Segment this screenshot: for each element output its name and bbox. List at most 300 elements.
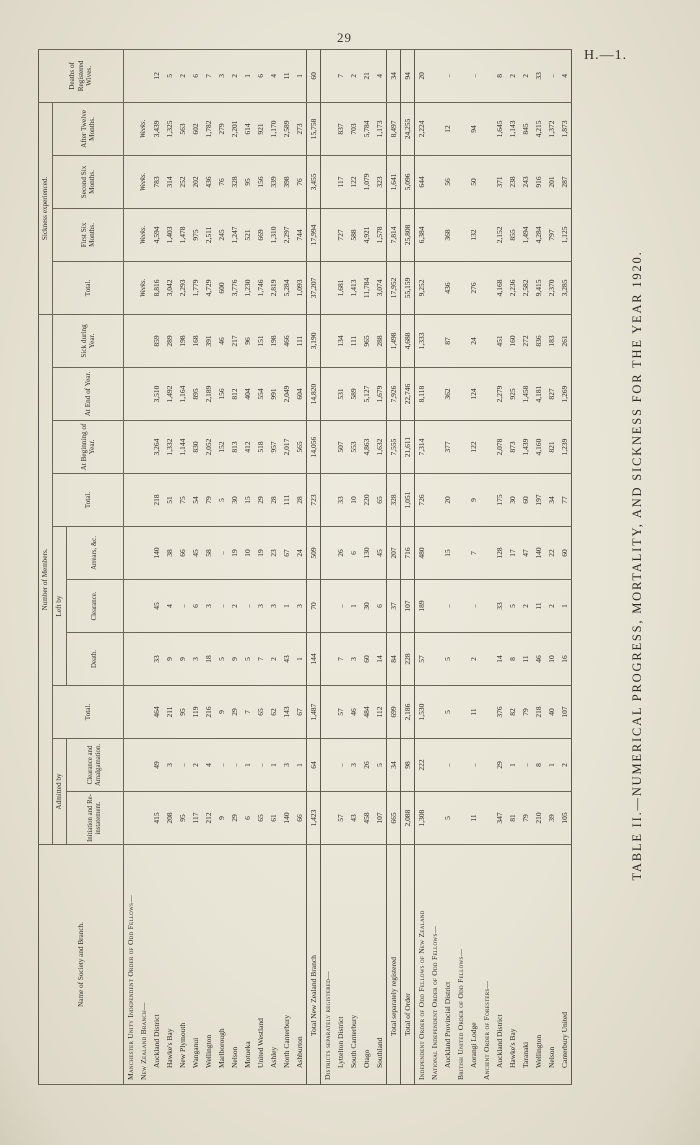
value-cell: 95 xyxy=(241,155,254,208)
value-cell: Weeks. xyxy=(137,208,150,261)
value-cell: 451 xyxy=(493,314,506,367)
value-cell: 5 xyxy=(373,739,387,792)
value-cell: 1,333 xyxy=(415,314,429,367)
value-cell: 273 xyxy=(293,102,307,155)
value-cell: 189 xyxy=(415,580,429,633)
value-cell: 821 xyxy=(545,421,558,474)
value-cell xyxy=(137,527,150,580)
value-cell: 1,230 xyxy=(241,261,254,314)
value-cell: 1,413 xyxy=(347,261,360,314)
value-cell: 723 xyxy=(307,474,321,527)
value-cell: 1 xyxy=(293,49,307,102)
value-cell: 197 xyxy=(532,474,545,527)
value-cell: 5,284 xyxy=(280,261,293,314)
value-cell: 202 xyxy=(189,155,202,208)
value-cell xyxy=(124,580,138,633)
value-cell: 371 xyxy=(493,155,506,208)
value-cell: 20 xyxy=(441,474,454,527)
value-cell: 211 xyxy=(163,686,176,739)
value-cell: 14,820 xyxy=(307,368,321,421)
value-cell xyxy=(137,474,150,527)
value-cell: 6 xyxy=(189,580,202,633)
value-cell: 112 xyxy=(373,686,387,739)
society-name: Independent Order of Odd Fellows of New Zealand xyxy=(415,845,429,1085)
table-row xyxy=(293,49,307,1084)
value-cell xyxy=(321,580,335,633)
value-cell: 95 xyxy=(176,686,189,739)
value-cell xyxy=(137,368,150,421)
value-cell: 3,285 xyxy=(558,261,572,314)
value-cell: 3 xyxy=(293,580,307,633)
value-cell: .. xyxy=(334,739,347,792)
value-cell xyxy=(454,368,467,421)
value-cell: 466 xyxy=(280,314,293,367)
value-cell: .. xyxy=(441,739,454,792)
value-cell xyxy=(428,527,441,580)
value-cell: 84 xyxy=(387,633,401,686)
value-cell: 14 xyxy=(373,633,387,686)
value-cell: 76 xyxy=(293,155,307,208)
value-cell: 1,144 xyxy=(176,421,189,474)
value-cell: 726 xyxy=(415,474,429,527)
society-name: Ashley xyxy=(267,845,280,1085)
header-total-weeks: Total. xyxy=(53,261,124,314)
value-cell: 744 xyxy=(293,208,307,261)
value-cell: 2 xyxy=(519,580,532,633)
value-cell xyxy=(454,792,467,845)
value-cell: 4,168 xyxy=(493,261,506,314)
header-after-twelve-months: After Twelve Months. xyxy=(53,102,124,155)
value-cell: 94 xyxy=(467,102,480,155)
value-cell: 1,645 xyxy=(493,102,506,155)
value-cell xyxy=(480,739,493,792)
value-cell: 30 xyxy=(506,474,519,527)
value-cell: 464 xyxy=(150,686,163,739)
value-cell: 415 xyxy=(150,792,163,845)
header-name-of-society: Name of Society and Branch. xyxy=(39,845,124,1085)
value-cell xyxy=(137,633,150,686)
value-cell: 11,784 xyxy=(360,261,373,314)
value-cell: 43 xyxy=(280,633,293,686)
value-cell: 812 xyxy=(228,368,241,421)
value-cell: 5,127 xyxy=(360,368,373,421)
value-cell: 2 xyxy=(189,739,202,792)
value-cell: 11 xyxy=(532,580,545,633)
value-cell: 128 xyxy=(493,527,506,580)
value-cell xyxy=(321,739,335,792)
value-cell: 1 xyxy=(506,739,519,792)
value-cell: .. xyxy=(176,580,189,633)
value-cell: 14,056 xyxy=(307,421,321,474)
value-cell: 77 xyxy=(558,474,572,527)
value-cell: .. xyxy=(228,739,241,792)
value-cell: 509 xyxy=(307,527,321,580)
value-cell: .. xyxy=(215,527,228,580)
header-deaths-of-registered-wives: Deaths of Registered Wives. xyxy=(39,49,124,102)
value-cell: 1 xyxy=(558,580,572,633)
value-cell: 21,611 xyxy=(401,421,415,474)
table-row xyxy=(519,49,532,1084)
value-cell xyxy=(321,49,335,102)
value-cell: 9 xyxy=(215,792,228,845)
value-cell xyxy=(480,261,493,314)
society-name: Lyttelton District xyxy=(334,845,347,1085)
value-cell: 957 xyxy=(267,421,280,474)
value-cell: 29 xyxy=(228,792,241,845)
society-name: Auckland District xyxy=(493,845,506,1085)
value-cell: 2,819 xyxy=(267,261,280,314)
value-cell: .. xyxy=(467,580,480,633)
header-arrears: Arrears, &c. xyxy=(67,527,124,580)
value-cell: 1,632 xyxy=(373,421,387,474)
table-row xyxy=(241,49,254,1084)
table-row xyxy=(176,49,189,1084)
value-cell: 2 xyxy=(267,633,280,686)
value-cell: 5 xyxy=(441,686,454,739)
table-row xyxy=(545,49,558,1084)
value-cell xyxy=(124,421,138,474)
value-cell: 1,641 xyxy=(387,155,401,208)
value-cell: 168 xyxy=(189,314,202,367)
value-cell: 156 xyxy=(254,155,267,208)
value-cell: 107 xyxy=(558,686,572,739)
value-cell: 5,096 xyxy=(401,155,415,208)
value-cell xyxy=(321,261,335,314)
value-cell: 1,578 xyxy=(373,208,387,261)
value-cell: Weeks. xyxy=(137,102,150,155)
value-cell: 198 xyxy=(267,314,280,367)
table-row xyxy=(401,49,415,1084)
value-cell: 30 xyxy=(360,580,373,633)
value-cell: 46 xyxy=(532,633,545,686)
value-cell: 70 xyxy=(307,580,321,633)
value-cell: 15 xyxy=(241,474,254,527)
value-cell: 50 xyxy=(467,155,480,208)
value-cell: 1,164 xyxy=(176,368,189,421)
header-death: Death. xyxy=(67,633,124,686)
header-number-of-members: Number of Members. xyxy=(39,314,53,844)
value-cell: 1 xyxy=(241,739,254,792)
value-cell xyxy=(480,527,493,580)
value-cell: .. xyxy=(545,49,558,102)
value-cell: 1,681 xyxy=(334,261,347,314)
value-cell: 554 xyxy=(254,368,267,421)
value-cell: 7,926 xyxy=(387,368,401,421)
value-cell: 45 xyxy=(373,527,387,580)
table-row xyxy=(467,49,480,1084)
society-name: Districts separately registered— xyxy=(321,845,335,1085)
value-cell xyxy=(321,155,335,208)
value-cell: 412 xyxy=(241,421,254,474)
society-name: Nelson xyxy=(545,845,558,1085)
value-cell: 8,497 xyxy=(387,102,401,155)
society-name: North Canterbury xyxy=(280,845,293,1085)
value-cell: 2,582 xyxy=(519,261,532,314)
value-cell: 82 xyxy=(506,686,519,739)
value-cell: 531 xyxy=(334,368,347,421)
value-cell: 47 xyxy=(519,527,532,580)
society-name: Total New Zealand Branch xyxy=(307,845,321,1085)
value-cell: 2 xyxy=(506,49,519,102)
value-cell: 217 xyxy=(228,314,241,367)
value-cell: 2,017 xyxy=(280,421,293,474)
value-cell: 2,201 xyxy=(228,102,241,155)
value-cell: 589 xyxy=(347,368,360,421)
society-name: British United Order of Odd Fellows— xyxy=(454,845,467,1085)
value-cell: 836 xyxy=(532,314,545,367)
value-cell: 143 xyxy=(280,686,293,739)
value-cell: 43 xyxy=(347,792,360,845)
value-cell xyxy=(124,474,138,527)
value-cell: 272 xyxy=(519,314,532,367)
value-cell: 1,170 xyxy=(267,102,280,155)
society-name: Marlborough xyxy=(215,845,228,1085)
value-cell: 5 xyxy=(441,792,454,845)
value-cell: 480 xyxy=(415,527,429,580)
value-cell: 1,239 xyxy=(558,421,572,474)
friendly-societies-statistics-table xyxy=(38,49,572,1085)
value-cell: 2 xyxy=(545,580,558,633)
value-cell: 7 xyxy=(202,49,215,102)
value-cell xyxy=(454,208,467,261)
value-cell: 368 xyxy=(441,208,454,261)
value-cell: 376 xyxy=(493,686,506,739)
value-cell: 140 xyxy=(280,792,293,845)
value-cell: 1,372 xyxy=(545,102,558,155)
table-row xyxy=(334,49,347,1084)
value-cell: 5 xyxy=(441,633,454,686)
value-cell: 34 xyxy=(545,474,558,527)
value-cell: 17 xyxy=(506,527,519,580)
value-cell: 859 xyxy=(150,314,163,367)
header-second-six-months: Second Six Months. xyxy=(53,155,124,208)
society-name: Motueka xyxy=(241,845,254,1085)
value-cell: 11 xyxy=(519,633,532,686)
value-cell xyxy=(124,208,138,261)
value-cell: 837 xyxy=(334,102,347,155)
value-cell xyxy=(480,421,493,474)
value-cell: 245 xyxy=(215,208,228,261)
value-cell: 279 xyxy=(215,102,228,155)
value-cell: 65 xyxy=(254,792,267,845)
value-cell: 3 xyxy=(267,580,280,633)
value-cell: 588 xyxy=(347,208,360,261)
value-cell: 9 xyxy=(228,633,241,686)
value-cell: 3,455 xyxy=(307,155,321,208)
value-cell: 238 xyxy=(506,155,519,208)
value-cell xyxy=(480,102,493,155)
value-cell: 198 xyxy=(176,314,189,367)
value-cell: 2 xyxy=(558,739,572,792)
value-cell: 10 xyxy=(347,474,360,527)
value-cell: 845 xyxy=(519,102,532,155)
value-cell: 2,279 xyxy=(493,368,506,421)
value-cell: 289 xyxy=(163,314,176,367)
value-cell: 328 xyxy=(387,474,401,527)
value-cell: 60 xyxy=(519,474,532,527)
value-cell xyxy=(454,580,467,633)
value-cell: 563 xyxy=(176,102,189,155)
value-cell: 2 xyxy=(228,580,241,633)
value-cell xyxy=(124,686,138,739)
value-cell: 2,088 xyxy=(401,792,415,845)
table-row xyxy=(373,49,387,1084)
value-cell xyxy=(454,633,467,686)
value-cell: 175 xyxy=(493,474,506,527)
value-cell: 3 xyxy=(215,49,228,102)
value-cell: .. xyxy=(334,580,347,633)
value-cell xyxy=(480,792,493,845)
value-cell: 79 xyxy=(202,474,215,527)
value-cell: 160 xyxy=(506,314,519,367)
value-cell: 916 xyxy=(532,155,545,208)
value-cell: 1 xyxy=(241,49,254,102)
value-cell: 7,314 xyxy=(415,421,429,474)
value-cell: 614 xyxy=(241,102,254,155)
value-cell: 1,782 xyxy=(202,102,215,155)
value-cell: 111 xyxy=(280,474,293,527)
value-cell: 132 xyxy=(467,208,480,261)
value-cell: 4,688 xyxy=(401,314,415,367)
value-cell: 3 xyxy=(189,633,202,686)
value-cell xyxy=(480,314,493,367)
value-cell: 314 xyxy=(163,155,176,208)
value-cell: 81 xyxy=(506,792,519,845)
value-cell: 9,415 xyxy=(532,261,545,314)
value-cell: 553 xyxy=(347,421,360,474)
table-row xyxy=(506,49,519,1084)
value-cell: .. xyxy=(176,739,189,792)
value-cell: 3 xyxy=(347,739,360,792)
value-cell: 6 xyxy=(347,527,360,580)
value-cell: 1,173 xyxy=(373,102,387,155)
value-cell: 276 xyxy=(467,261,480,314)
value-cell: 54 xyxy=(189,474,202,527)
value-cell: 60 xyxy=(558,527,572,580)
value-cell xyxy=(321,314,335,367)
value-cell: 26 xyxy=(334,527,347,580)
value-cell: 4,215 xyxy=(532,102,545,155)
value-cell: 111 xyxy=(293,314,307,367)
value-cell: 2,189 xyxy=(202,368,215,421)
value-cell xyxy=(480,474,493,527)
value-cell: 2 xyxy=(467,633,480,686)
value-cell: 122 xyxy=(347,155,360,208)
value-cell: 33 xyxy=(493,580,506,633)
value-cell: 7 xyxy=(334,633,347,686)
table-row xyxy=(480,49,493,1084)
value-cell: 23 xyxy=(267,527,280,580)
value-cell: 61 xyxy=(267,792,280,845)
table-row xyxy=(360,49,373,1084)
value-cell xyxy=(454,739,467,792)
value-cell xyxy=(137,580,150,633)
value-cell: 79 xyxy=(519,686,532,739)
value-cell xyxy=(321,633,335,686)
value-cell: 45 xyxy=(150,580,163,633)
value-cell xyxy=(137,792,150,845)
value-cell: 2,370 xyxy=(545,261,558,314)
value-cell: 602 xyxy=(189,102,202,155)
value-cell: 1,125 xyxy=(558,208,572,261)
value-cell: 140 xyxy=(532,527,545,580)
society-name: Southland xyxy=(373,845,387,1085)
value-cell xyxy=(480,686,493,739)
table-row xyxy=(163,49,176,1084)
value-cell: 377 xyxy=(441,421,454,474)
value-cell: 107 xyxy=(373,792,387,845)
value-cell: 518 xyxy=(254,421,267,474)
value-cell: 9,252 xyxy=(415,261,429,314)
value-cell: 4 xyxy=(202,739,215,792)
table-row xyxy=(150,49,163,1084)
header-sickness-experienced: Sickness experienced. xyxy=(39,102,53,314)
value-cell xyxy=(428,739,441,792)
value-cell: Weeks. xyxy=(137,155,150,208)
value-cell: 24 xyxy=(293,527,307,580)
value-cell: 9 xyxy=(176,633,189,686)
value-cell: 1 xyxy=(280,580,293,633)
value-cell: 130 xyxy=(360,527,373,580)
value-cell: 1,494 xyxy=(519,208,532,261)
value-cell: 28 xyxy=(293,474,307,527)
value-cell xyxy=(454,527,467,580)
table-row xyxy=(387,49,401,1084)
header-at-end-of-year: At End of Year. xyxy=(53,368,124,421)
value-cell: 1,498 xyxy=(387,314,401,367)
value-cell: 1,779 xyxy=(189,261,202,314)
value-cell xyxy=(137,49,150,102)
table-row xyxy=(441,49,454,1084)
value-cell: 797 xyxy=(545,208,558,261)
value-cell: 716 xyxy=(401,527,415,580)
value-cell: 34 xyxy=(387,49,401,102)
value-cell: 34 xyxy=(387,739,401,792)
value-cell: 1,310 xyxy=(267,208,280,261)
value-cell: 6,384 xyxy=(415,208,429,261)
value-cell: 8 xyxy=(493,49,506,102)
table-row xyxy=(189,49,202,1084)
value-cell: 134 xyxy=(334,314,347,367)
value-cell xyxy=(454,686,467,739)
value-cell: 4,921 xyxy=(360,208,373,261)
table-row xyxy=(454,49,467,1084)
value-cell: 67 xyxy=(293,686,307,739)
value-cell: 40 xyxy=(545,686,558,739)
value-cell: 105 xyxy=(558,792,572,845)
society-name: Hawke's Bay xyxy=(163,845,176,1085)
value-cell: 19 xyxy=(254,527,267,580)
table-row xyxy=(215,49,228,1084)
value-cell xyxy=(124,314,138,367)
table-row xyxy=(428,49,441,1084)
table-row xyxy=(202,49,215,1084)
value-cell: 12 xyxy=(441,102,454,155)
value-cell: 79 xyxy=(519,792,532,845)
value-cell xyxy=(454,474,467,527)
value-cell: 4 xyxy=(163,580,176,633)
value-cell: 25,808 xyxy=(401,208,415,261)
society-name: Ashburton xyxy=(293,845,307,1085)
society-name: Auckland District xyxy=(150,845,163,1085)
value-cell: 66 xyxy=(293,792,307,845)
value-cell: 14 xyxy=(493,633,506,686)
value-cell: 8,816 xyxy=(150,261,163,314)
value-cell: 64 xyxy=(307,739,321,792)
value-cell: 51 xyxy=(163,474,176,527)
value-cell: 220 xyxy=(360,474,373,527)
value-cell: 4,729 xyxy=(202,261,215,314)
